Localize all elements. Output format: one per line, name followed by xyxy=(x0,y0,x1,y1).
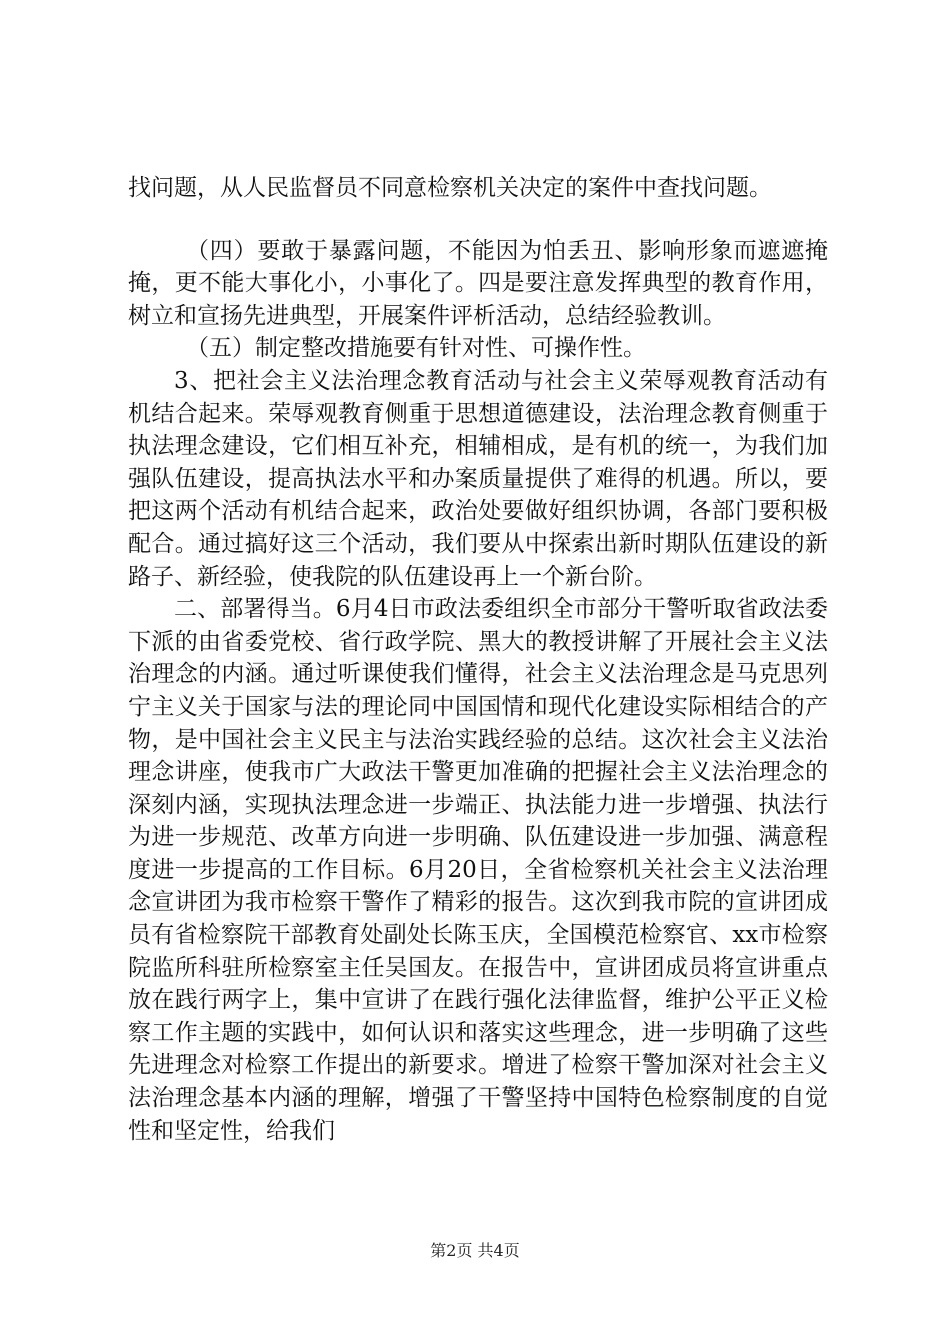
paragraph-item-three: 3、把社会主义法治理念教育活动与社会主义荣辱观教育活动有机结合起来。荣辱观教育侧重于思想道德建设，法治理念教育侧重于执法理念建设，它们相互补充，相辅相成，是有机的统一，为我们加强队伍建设，提高执法水平和办案质量提供了难得的机遇。所以，要把这两个活动有机结合起来，政治处要做好组织协调，各部门要积极配合。通过搞好这三个活动，我们要从中探索出新时期队伍建设的新路子、新经验，使我院的队伍建设再上一个新台阶。 xyxy=(128,367,828,590)
paragraph-gap xyxy=(128,205,828,235)
paragraph-point-four: （四）要敢于暴露问题，不能因为怕丢丑、影响形象而遮遮掩掩，更不能大事化小，小事化了。四是要注意发挥典型的教育作用，树立和宣扬先进典型，开展案件评析活动，总结经验教训。 xyxy=(128,237,828,329)
paragraph-continuation: 找问题，从人民监督员不同意检察机关决定的案件中查找问题。 xyxy=(128,175,772,201)
page-number-footer: 第2页 共4页 xyxy=(430,1241,520,1260)
document-body xyxy=(128,172,828,1147)
paragraph-section-two: 二、部署得当。6月4日市政法委组织全市部分干警听取省政法委下派的由省委党校、省行政学院、黑大的教授讲解了开展社会主义法治理念的内涵。通过听课使我们懂得，社会主义法治理念是马克思列宁主义关于国家与法的理论同中国国情和现代化建设实际相结合的产物，是中国社会主义民主与法治实践经验的总结。这次社会主义法治理念讲座，使我市广大政法干警更加准确的把握社会主义法治理念的深刻内涵，实现执法理念进一步端正、执法能力进一步增强、执法行为进一步规范、改革方向进一步明确、队伍建设进一步加强、满意程度进一步提高的工作目标。6月20日，全省检察机关社会主义法治理念宣讲团为我市检察干警作了精彩的报告。这次到我市院的宣讲团成员有省检察院干部教育处副处长陈玉庆，全国模范检察官、xx市检察院监所科驻所检察室主任吴国友。在报告中，宣讲团成员将宣讲重点放在践行两字上，集中宣讲了在践行强化法律监督，维护公平正义检察工作主题的实践中，如何认识和落实这些理念，进一步明确了这些先进理念对检察工作提出的新要求。增进了检察干警加深对社会主义法治理念基本内涵的理解，增强了干警坚持中国特色检察制度的自觉性和坚定性，给我们 xyxy=(128,596,828,1144)
paragraph-point-five: （五）制定整改措施要有针对性、可操作性。 xyxy=(186,335,646,362)
